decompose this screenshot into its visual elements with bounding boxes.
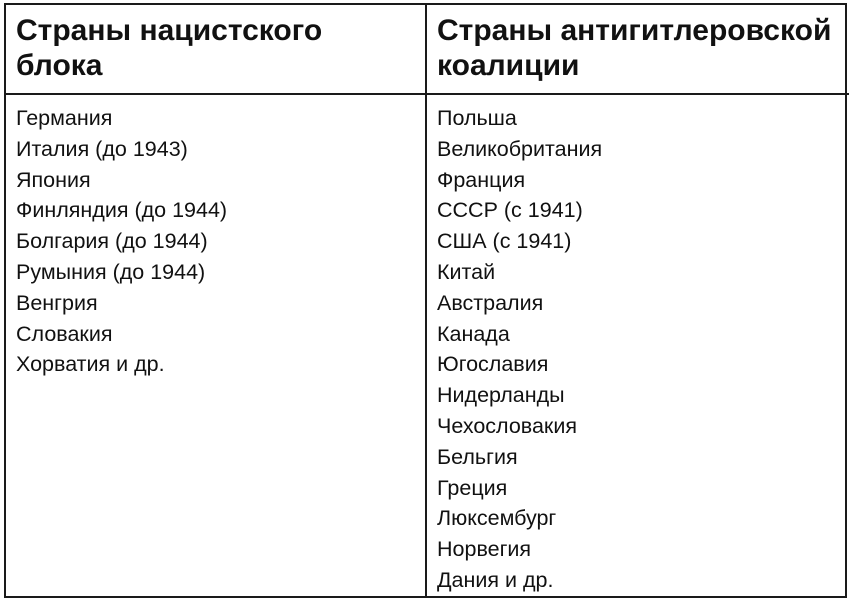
table-body-row (6, 94, 849, 596)
list-item: Словакия (16, 321, 113, 346)
list-item: Норвегия (437, 537, 532, 562)
list-item: Дания и др. (437, 567, 554, 592)
list-item: США (с 1941) (437, 229, 572, 254)
list-item: Канада (437, 321, 510, 346)
list-item: Польша (437, 106, 517, 130)
allied-countries-cell (426, 94, 849, 596)
table-header-row (6, 5, 849, 94)
list-item: Австралия (437, 290, 544, 315)
list-item: Великобритания (437, 136, 603, 161)
list-item: Югославия (437, 352, 549, 377)
countries-table (6, 5, 849, 596)
list-item: Люксембург (437, 506, 557, 531)
list-item: Румыния (до 1944) (16, 259, 206, 284)
allied-countries-list (437, 103, 839, 596)
header-axis-countries: Страны нацистского блока (6, 5, 426, 94)
countries-table-frame (4, 3, 847, 598)
list-item: Венгрия (16, 290, 98, 315)
list-item: Финляндия (до 1944) (16, 198, 228, 223)
axis-countries-list (16, 103, 415, 380)
list-item: Хорватия и др. (16, 352, 165, 377)
list-item: Китай (437, 259, 496, 284)
list-item: Греция (437, 475, 508, 500)
list-item: Япония (16, 167, 91, 192)
list-item: Германия (16, 106, 113, 130)
list-item: Чехословакия (437, 413, 577, 438)
header-allied-countries: Страны антигитлеровской коалиции (426, 5, 849, 94)
list-item: СССР (с 1941) (437, 198, 583, 223)
list-item: Франция (437, 167, 526, 192)
list-item: Бельгия (437, 444, 518, 469)
axis-countries-cell (6, 94, 426, 596)
list-item: Нидерланды (437, 383, 565, 408)
list-item: Болгария (до 1944) (16, 229, 208, 254)
list-item: Италия (до 1943) (16, 136, 188, 161)
